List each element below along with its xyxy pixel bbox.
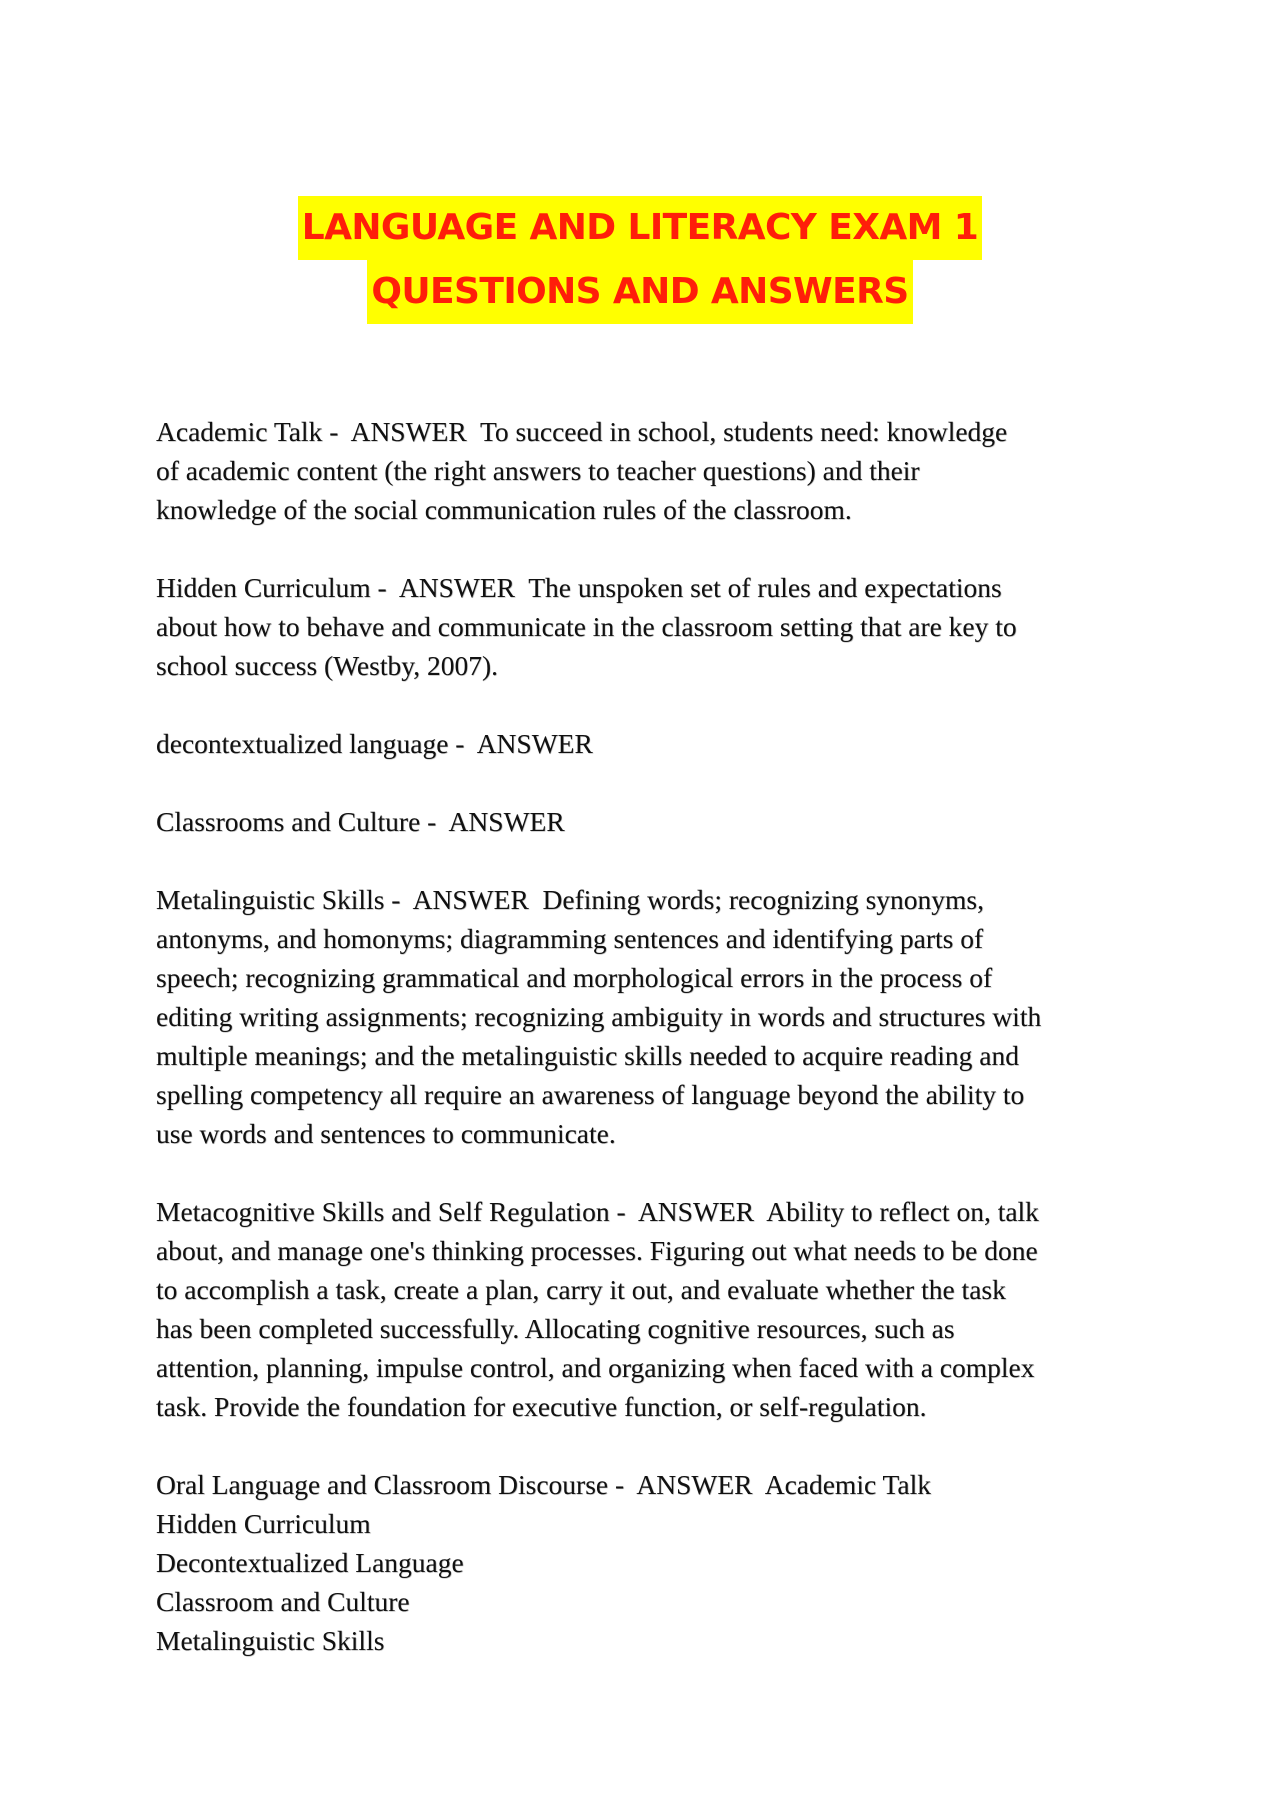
qa-entry-metacognitive-skills [156,1192,1136,1426]
text-line: has been completed successfully. Allocating cognitive resources, such as [156,1313,955,1344]
text-line: speech; recognizing grammatical and morphological errors in the process of [156,962,993,993]
qa-entry-decontextualized-language [156,724,1136,763]
title-line-1: LANGUAGE AND LITERACY EXAM 1 [298,196,982,260]
qa-entry-classrooms-and-culture [156,802,1136,841]
text-line: about how to behave and communicate in the classroom setting that are key to [156,611,1017,642]
text-line: knowledge of the social communication rules of the classroom. [156,494,852,525]
qa-entry-academic-talk [156,412,1136,529]
text-line: spelling competency all require an awareness of language beyond the ability to [156,1079,1025,1110]
text-line: task. Provide the foundation for executive function, or self-regulation. [156,1391,927,1422]
qa-list [156,412,1136,1699]
text-line: to accomplish a task, create a plan, carry it out, and evaluate whether the task [156,1274,1006,1305]
qa-entry-oral-language [156,1465,1136,1660]
text-line: multiple meanings; and the metalinguistic skills needed to acquire reading and [156,1040,1019,1071]
text-line: Metalinguistic Skills [156,1625,385,1656]
text-line: about, and manage one's thinking processes. Figuring out what needs to be done [156,1235,1038,1266]
text-line: Hidden Curriculum - ANSWER The unspoken set of rules and expectations [156,572,1002,603]
text-line: school success (Westby, 2007). [156,650,498,681]
text-line: editing writing assignments; recognizing ambiguity in words and structures with [156,1001,1042,1032]
text-line: Oral Language and Classroom Discourse - ANSWER Academic Talk [156,1469,932,1500]
text-line: Metalinguistic Skills - ANSWER Defining words; recognizing synonyms, [156,884,984,915]
qa-entry-hidden-curriculum [156,568,1136,685]
qa-entry-metalinguistic-skills [156,880,1136,1153]
text-line: of academic content (the right answers to teacher questions) and their [156,455,920,486]
text-line: antonyms, and homonyms; diagramming sentences and identifying parts of [156,923,984,954]
text-line: Classrooms and Culture - ANSWER [156,806,565,837]
text-line: Hidden Curriculum [156,1508,371,1539]
text-line: Academic Talk - ANSWER To succeed in school, students need: knowledge [156,416,1008,447]
text-line: Metacognitive Skills and Self Regulation - ANSWER Ability to reflect on, talk [156,1196,1039,1227]
document-title [0,196,1280,324]
text-line: decontextualized language - ANSWER [156,728,593,759]
text-line: use words and sentences to communicate. [156,1118,616,1149]
text-line: Decontextualized Language [156,1547,464,1578]
text-line: attention, planning, impulse control, and organizing when faced with a complex [156,1352,1035,1383]
text-line: Classroom and Culture [156,1586,410,1617]
title-line-2: QUESTIONS AND ANSWERS [367,260,912,324]
